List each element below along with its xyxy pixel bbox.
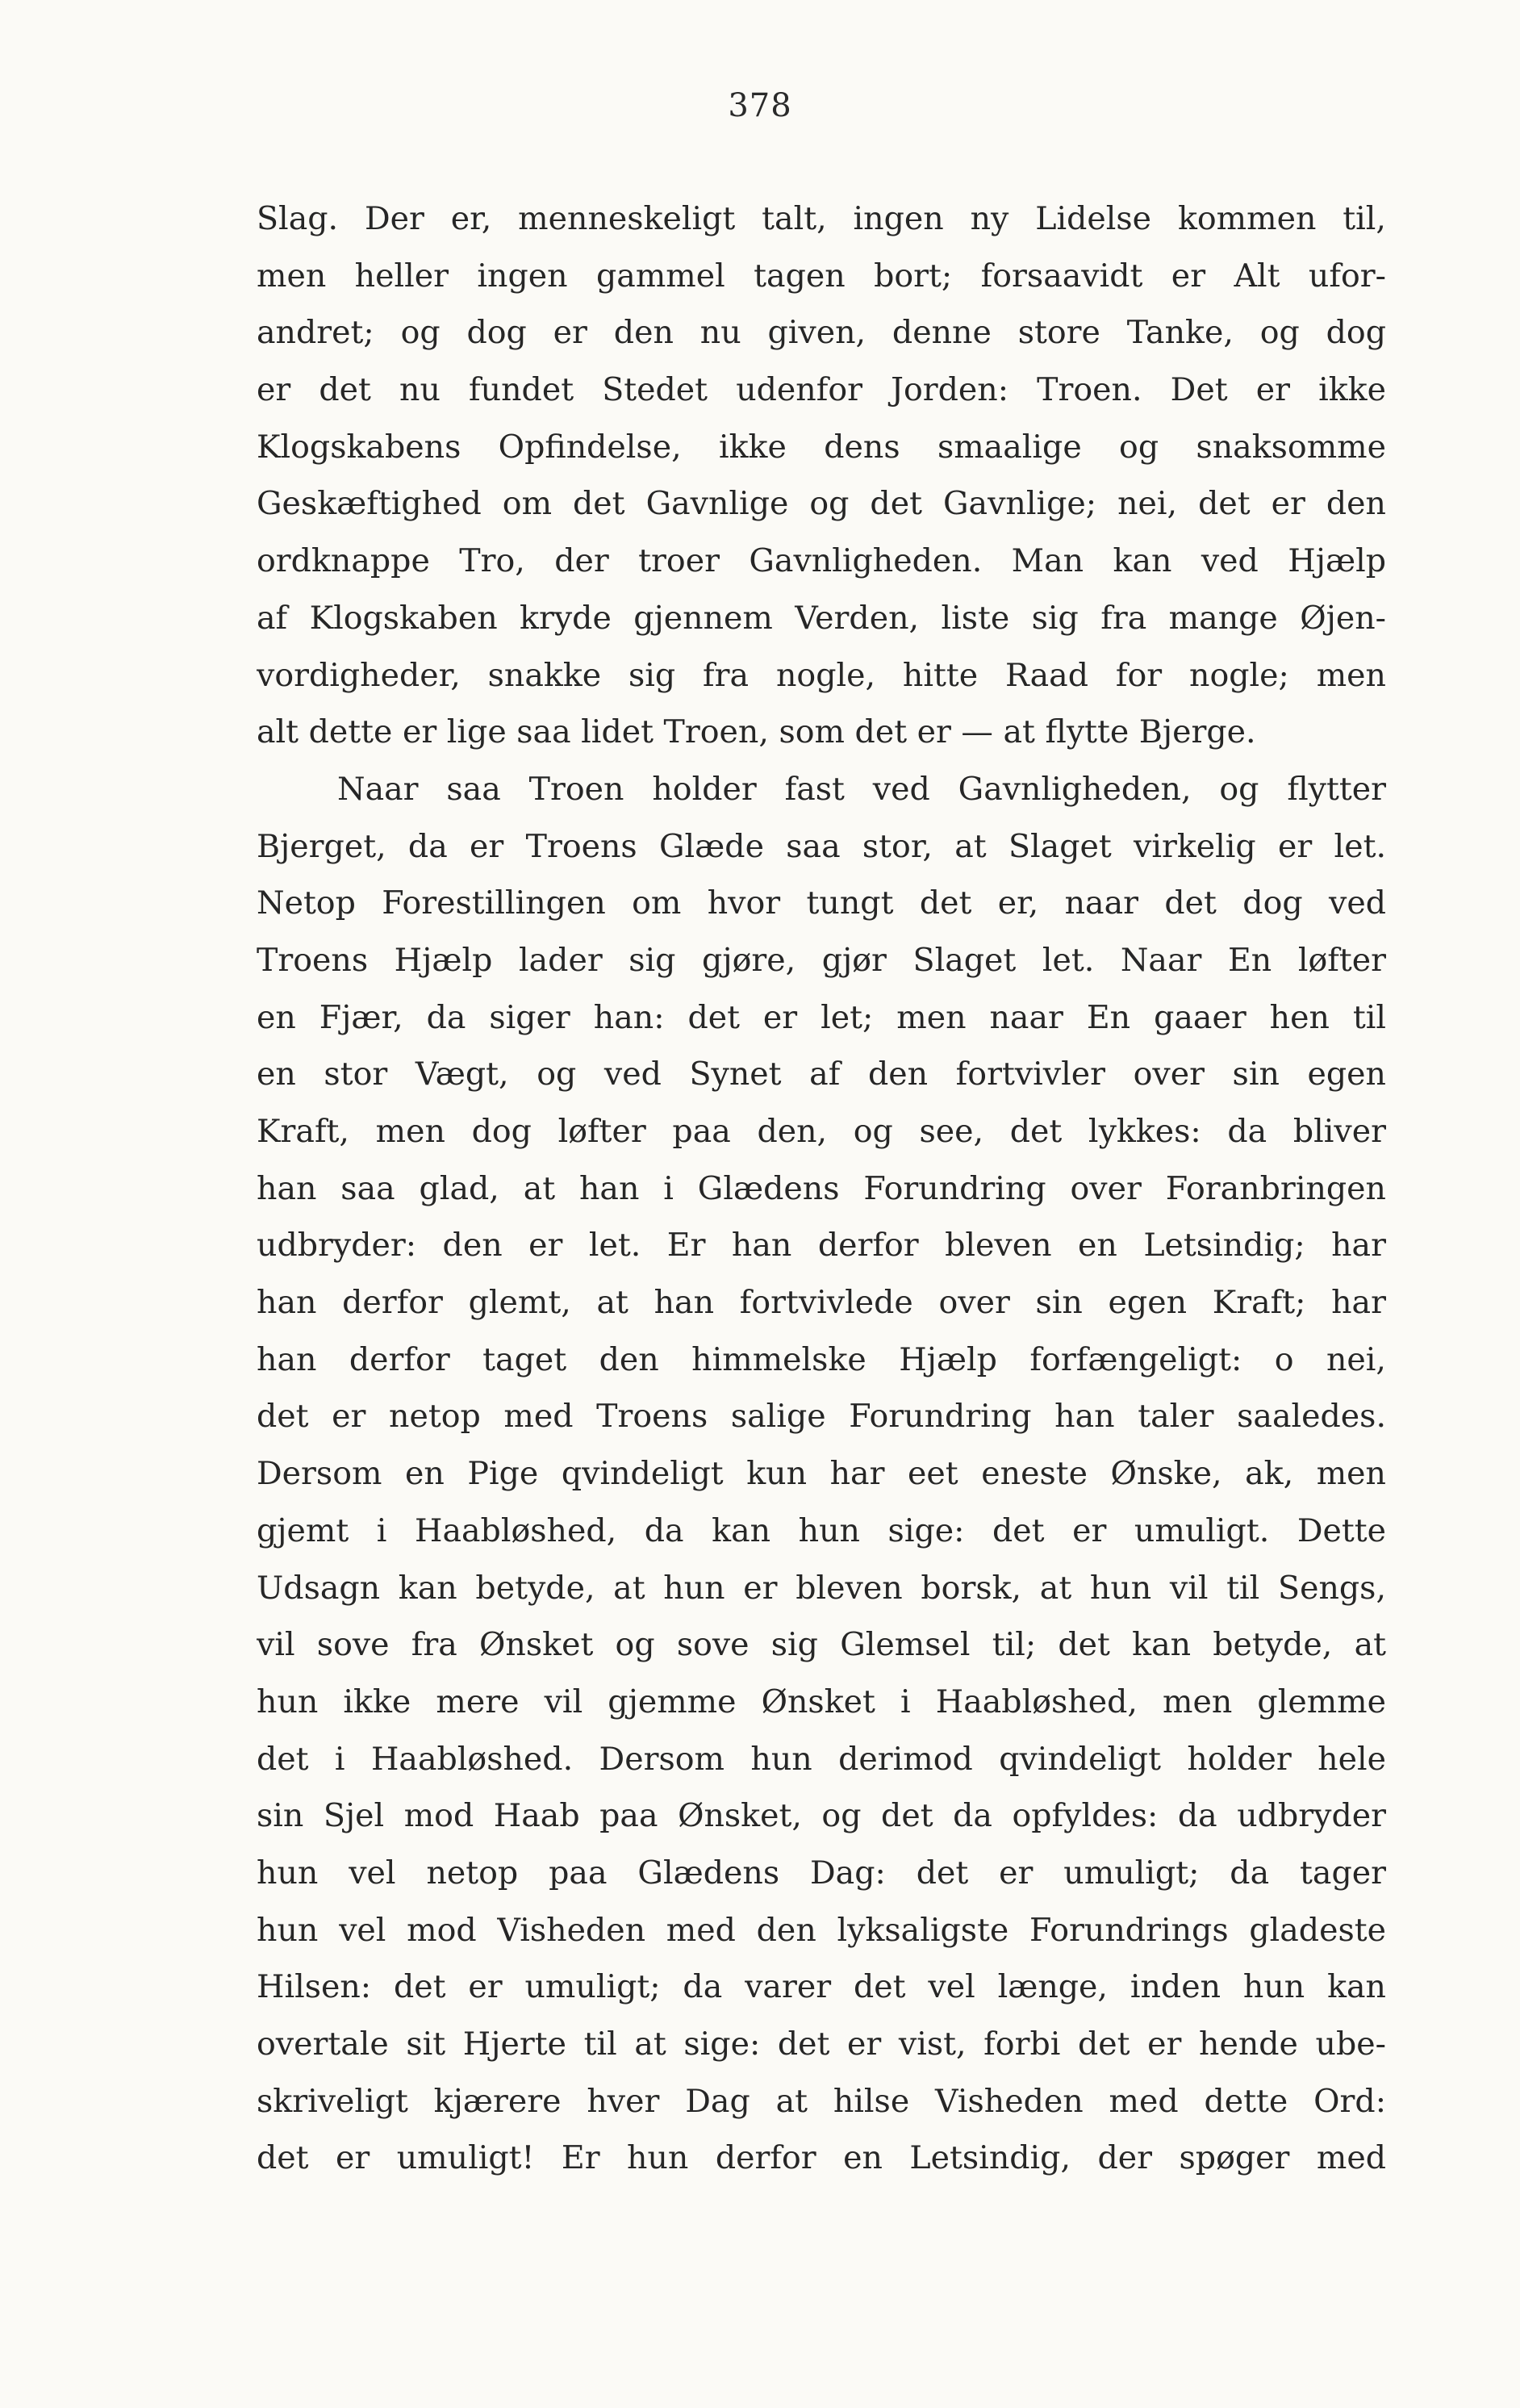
text-line: hun ikke mere vil gjemme Ønsket i Haabløshed, men glemme bbox=[257, 1683, 1386, 1720]
text-line: sin Sjel mod Haab paa Ønsket, og det da opfyldes: da udbryder bbox=[257, 1797, 1386, 1835]
text-line: skriveligt kjærere hver Dag at hilse Visheden med dette Ord: bbox=[257, 2082, 1386, 2120]
text-line: ordknappe Tro, der troer Gavnligheden. Man kan ved Hjælp bbox=[257, 542, 1386, 580]
text-line: hun vel netop paa Glædens Dag: det er umuligt; da tager bbox=[257, 1854, 1386, 1892]
text-line: men heller ingen gammel tagen bort; forsaavidt er Alt ufor- bbox=[257, 257, 1386, 295]
text-line: gjemt i Haabløshed, da kan hun sige: det er umuligt. Dette bbox=[257, 1511, 1386, 1549]
text-line: Klogskabens Opfindelse, ikke dens smaalige og snaksomme bbox=[257, 428, 1386, 466]
text-line: Dersom en Pige qvindeligt kun har eet eneste Ønske, ak, men bbox=[257, 1455, 1386, 1493]
text-line: Troens Hjælp lader sig gjøre, gjør Slaget let. Naar En løfter bbox=[257, 941, 1386, 979]
text-line: han derfor taget den himmelske Hjælp forfængeligt: o nei, bbox=[257, 1340, 1386, 1378]
paragraph bbox=[257, 190, 1386, 761]
text-line: det i Haabløshed. Dersom hun derimod qvindeligt holder hele bbox=[257, 1740, 1386, 1778]
text-line: Udsagn kan betyde, at hun er bleven borsk, at hun vil til Sengs, bbox=[257, 1569, 1386, 1607]
text-line: Hilsen: det er umuligt; da varer det vel længe, inden hun kan bbox=[257, 1968, 1386, 2006]
text-line: er det nu fundet Stedet udenfor Jorden: Troen. Det er ikke bbox=[257, 371, 1386, 409]
paragraph bbox=[257, 761, 1386, 2187]
text-line: hun vel mod Visheden med den lyksaligste Forundrings gladeste bbox=[257, 1911, 1386, 1949]
page-number: 378 bbox=[728, 87, 792, 124]
text-line: udbryder: den er let. Er han derfor bleven en Letsindig; har bbox=[257, 1227, 1386, 1265]
text-line: vil sove fra Ønsket og sove sig Glemsel til; det kan betyde, at bbox=[257, 1626, 1386, 1664]
text-line: en Fjær, da siger han: det er let; men naar En gaaer hen til bbox=[257, 998, 1386, 1036]
text-line: vordigheder, snakke sig fra nogle, hitte Raad for nogle; men bbox=[257, 656, 1386, 694]
text-line: overtale sit Hjerte til at sige: det er vist, forbi det er hende ube- bbox=[257, 2025, 1386, 2063]
text-line: Netop Forestillingen om hvor tungt det er, naar det dog ved bbox=[257, 884, 1386, 922]
text-line: Bjerget, da er Troens Glæde saa stor, at Slaget virkelig er let. bbox=[257, 827, 1386, 865]
text-line: andret; og dog er den nu given, denne store Tanke, og dog bbox=[257, 314, 1386, 352]
text-line: alt dette er lige saa lidet Troen, som det er — at flytte Bjerge. bbox=[257, 713, 1256, 751]
text-line: Geskæftighed om det Gavnlige og det Gavnlige; nei, det er den bbox=[257, 485, 1386, 523]
text-line: han derfor glemt, at han fortvivlede over sin egen Kraft; har bbox=[257, 1284, 1386, 1322]
text-line: af Klogskaben kryde gjennem Verden, liste sig fra mange Øjen- bbox=[257, 599, 1386, 637]
text-line: det er umuligt! Er hun derfor en Letsindig, der spøger med bbox=[257, 2139, 1386, 2177]
text-line: det er netop med Troens salige Forundring han taler saaledes. bbox=[257, 1398, 1386, 1436]
body-text bbox=[257, 190, 1386, 2187]
text-line: Kraft, men dog løfter paa den, og see, det lykkes: da bliver bbox=[257, 1113, 1386, 1150]
text-line: han saa glad, at han i Glædens Forundring over Foranbringen bbox=[257, 1169, 1386, 1207]
text-line: Slag. Der er, menneskeligt talt, ingen ny Lidelse kommen til, bbox=[257, 200, 1386, 237]
text-line: Naar saa Troen holder fast ved Gavnligheden, og flytter bbox=[337, 770, 1386, 808]
text-line: en stor Vægt, og ved Synet af den fortvivler over sin egen bbox=[257, 1056, 1386, 1093]
